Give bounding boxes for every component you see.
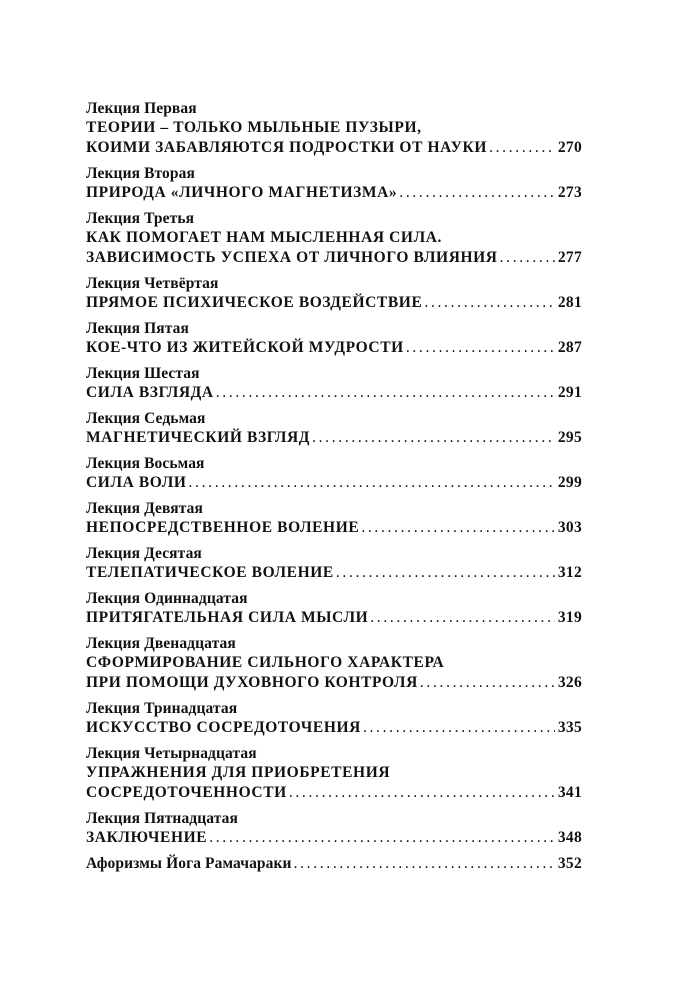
page-number: 291 — [557, 384, 582, 401]
page-number: 299 — [557, 474, 582, 491]
chapter-title-line: ПРИРОДА «ЛИЧНОГО МАГНЕТИЗМА» — [86, 184, 398, 201]
toc-entry — [86, 274, 582, 313]
lecture-label: Лекция Пятая — [86, 320, 189, 337]
toc-entry — [86, 744, 582, 803]
chapter-title-row — [86, 338, 582, 358]
page-number: 303 — [557, 519, 582, 536]
toc-entry — [86, 699, 582, 738]
chapter-title-row — [86, 293, 582, 313]
toc-entry — [86, 809, 582, 848]
chapter-title-row — [86, 248, 582, 268]
chapter-title-line: ЗАКЛЮЧЕНИЕ — [86, 829, 208, 846]
lecture-label: Лекция Шестая — [86, 365, 200, 382]
page-number: 312 — [557, 564, 582, 581]
chapter-title-line: ЗАВИСИМОСТЬ УСПЕХА ОТ ЛИЧНОГО ВЛИЯНИЯ — [86, 249, 498, 266]
page-number: 281 — [557, 294, 582, 311]
aphorisms-title: Афоризмы Йога Рамачараки — [86, 855, 292, 872]
chapter-title-row — [86, 383, 582, 403]
lecture-label: Лекция Восьмая — [86, 455, 205, 472]
chapter-title-line: СИЛА ВЗГЛЯДА — [86, 384, 214, 401]
page-number: 287 — [557, 339, 582, 356]
chapter-title-row — [86, 718, 582, 738]
page-number: 319 — [557, 609, 582, 626]
dot-leader — [399, 183, 555, 203]
chapter-title-row — [86, 473, 582, 493]
page-number: 326 — [557, 674, 582, 691]
toc-entry — [86, 634, 582, 693]
chapter-title-line: КОИМИ ЗАБАВЛЯЮТСЯ ПОДРОСТКИ ОТ НАУКИ — [86, 139, 488, 156]
lecture-label: Лекция Тринадцатая — [86, 700, 238, 717]
chapter-title-row — [86, 563, 582, 583]
chapter-title-line: ТЕОРИИ – ТОЛЬКО МЫЛЬНЫЕ ПУЗЫРИ, — [86, 119, 422, 136]
chapter-title-row — [86, 828, 582, 848]
toc-entry — [86, 164, 582, 203]
toc-entry — [86, 99, 582, 158]
dot-leader — [289, 783, 555, 803]
lecture-label: Лекция Десятая — [86, 545, 202, 562]
toc-entry — [86, 364, 582, 403]
lecture-label: Лекция Седьмая — [86, 410, 206, 427]
lecture-label: Лекция Вторая — [86, 165, 195, 182]
chapter-title-line: КОЕ-ЧТО ИЗ ЖИТЕЙСКОЙ МУДРОСТИ — [86, 339, 404, 356]
toc-entry — [86, 454, 582, 493]
dot-leader — [312, 428, 555, 448]
chapter-title-line: СОСРЕДОТОЧЕННОСТИ — [86, 784, 287, 801]
page-number: 341 — [557, 784, 582, 801]
chapter-title-row — [86, 854, 582, 874]
dot-leader — [500, 248, 555, 268]
dot-leader — [489, 138, 555, 158]
dot-leader — [420, 673, 555, 693]
chapter-title-line: УПРАЖНЕНИЯ ДЛЯ ПРИОБРЕТЕНИЯ — [86, 764, 391, 781]
toc-entry — [86, 544, 582, 583]
page-number: 273 — [557, 184, 582, 201]
chapter-title-row — [86, 608, 582, 628]
toc-entry-aphorisms — [86, 854, 582, 874]
lecture-label: Лекция Пятнадцатая — [86, 810, 238, 827]
table-of-contents — [86, 99, 582, 880]
chapter-title-line: ТЕЛЕПАТИЧЕСКОЕ ВОЛЕНИЕ — [86, 564, 334, 581]
lecture-label: Лекция Одиннадцатая — [86, 590, 248, 607]
lecture-label: Лекция Первая — [86, 100, 197, 117]
dot-leader — [216, 383, 555, 403]
chapter-title-line: НЕПОСРЕДСТВЕННОЕ ВОЛЕНИЕ — [86, 519, 360, 536]
chapter-title-row — [86, 138, 582, 158]
chapter-title-row — [86, 183, 582, 203]
toc-entry — [86, 409, 582, 448]
lecture-label: Лекция Четырнадцатая — [86, 745, 257, 762]
chapter-title-line: СФОРМИРОВАНИЕ СИЛЬНОГО ХАРАКТЕРА — [86, 654, 445, 671]
toc-entry — [86, 589, 582, 628]
page-number: 348 — [557, 829, 582, 846]
dot-leader — [189, 473, 555, 493]
chapter-title-line: ПРИ ПОМОЩИ ДУХОВНОГО КОНТРОЛЯ — [86, 674, 418, 691]
page-number: 335 — [557, 719, 582, 736]
chapter-title-row — [86, 783, 582, 803]
chapter-title-line: ПРИТЯГАТЕЛЬНАЯ СИЛА МЫСЛИ — [86, 609, 369, 626]
dot-leader — [294, 854, 555, 874]
lecture-label: Лекция Девятая — [86, 500, 203, 517]
lecture-label: Лекция Третья — [86, 210, 195, 227]
lecture-label: Лекция Четвёртая — [86, 275, 219, 292]
dot-leader — [361, 518, 555, 538]
chapter-title-line: МАГНЕТИЧЕСКИЙ ВЗГЛЯД — [86, 429, 311, 446]
chapter-title-row — [86, 428, 582, 448]
chapter-title-row — [86, 673, 582, 693]
toc-entry — [86, 499, 582, 538]
page-number: 295 — [557, 429, 582, 446]
toc-entry — [86, 319, 582, 358]
dot-leader — [370, 608, 555, 628]
dot-leader — [406, 338, 555, 358]
chapter-title-line: СИЛА ВОЛИ — [86, 474, 187, 491]
chapter-title-row — [86, 518, 582, 538]
page-number: 352 — [557, 855, 582, 872]
dot-leader — [363, 718, 555, 738]
chapter-title-line: КАК ПОМОГАЕТ НАМ МЫСЛЕННАЯ СИЛА. — [86, 229, 443, 246]
page-number: 277 — [557, 249, 582, 266]
toc-entry — [86, 209, 582, 268]
dot-leader — [424, 293, 554, 313]
dot-leader — [209, 828, 555, 848]
chapter-title-line: ПРЯМОЕ ПСИХИЧЕСКОЕ ВОЗДЕЙСТВИЕ — [86, 294, 423, 311]
chapter-title-line: ИСКУССТВО СОСРЕДОТОЧЕНИЯ — [86, 719, 361, 736]
page-number: 270 — [557, 139, 582, 156]
lecture-label: Лекция Двенадцатая — [86, 635, 236, 652]
dot-leader — [336, 563, 555, 583]
